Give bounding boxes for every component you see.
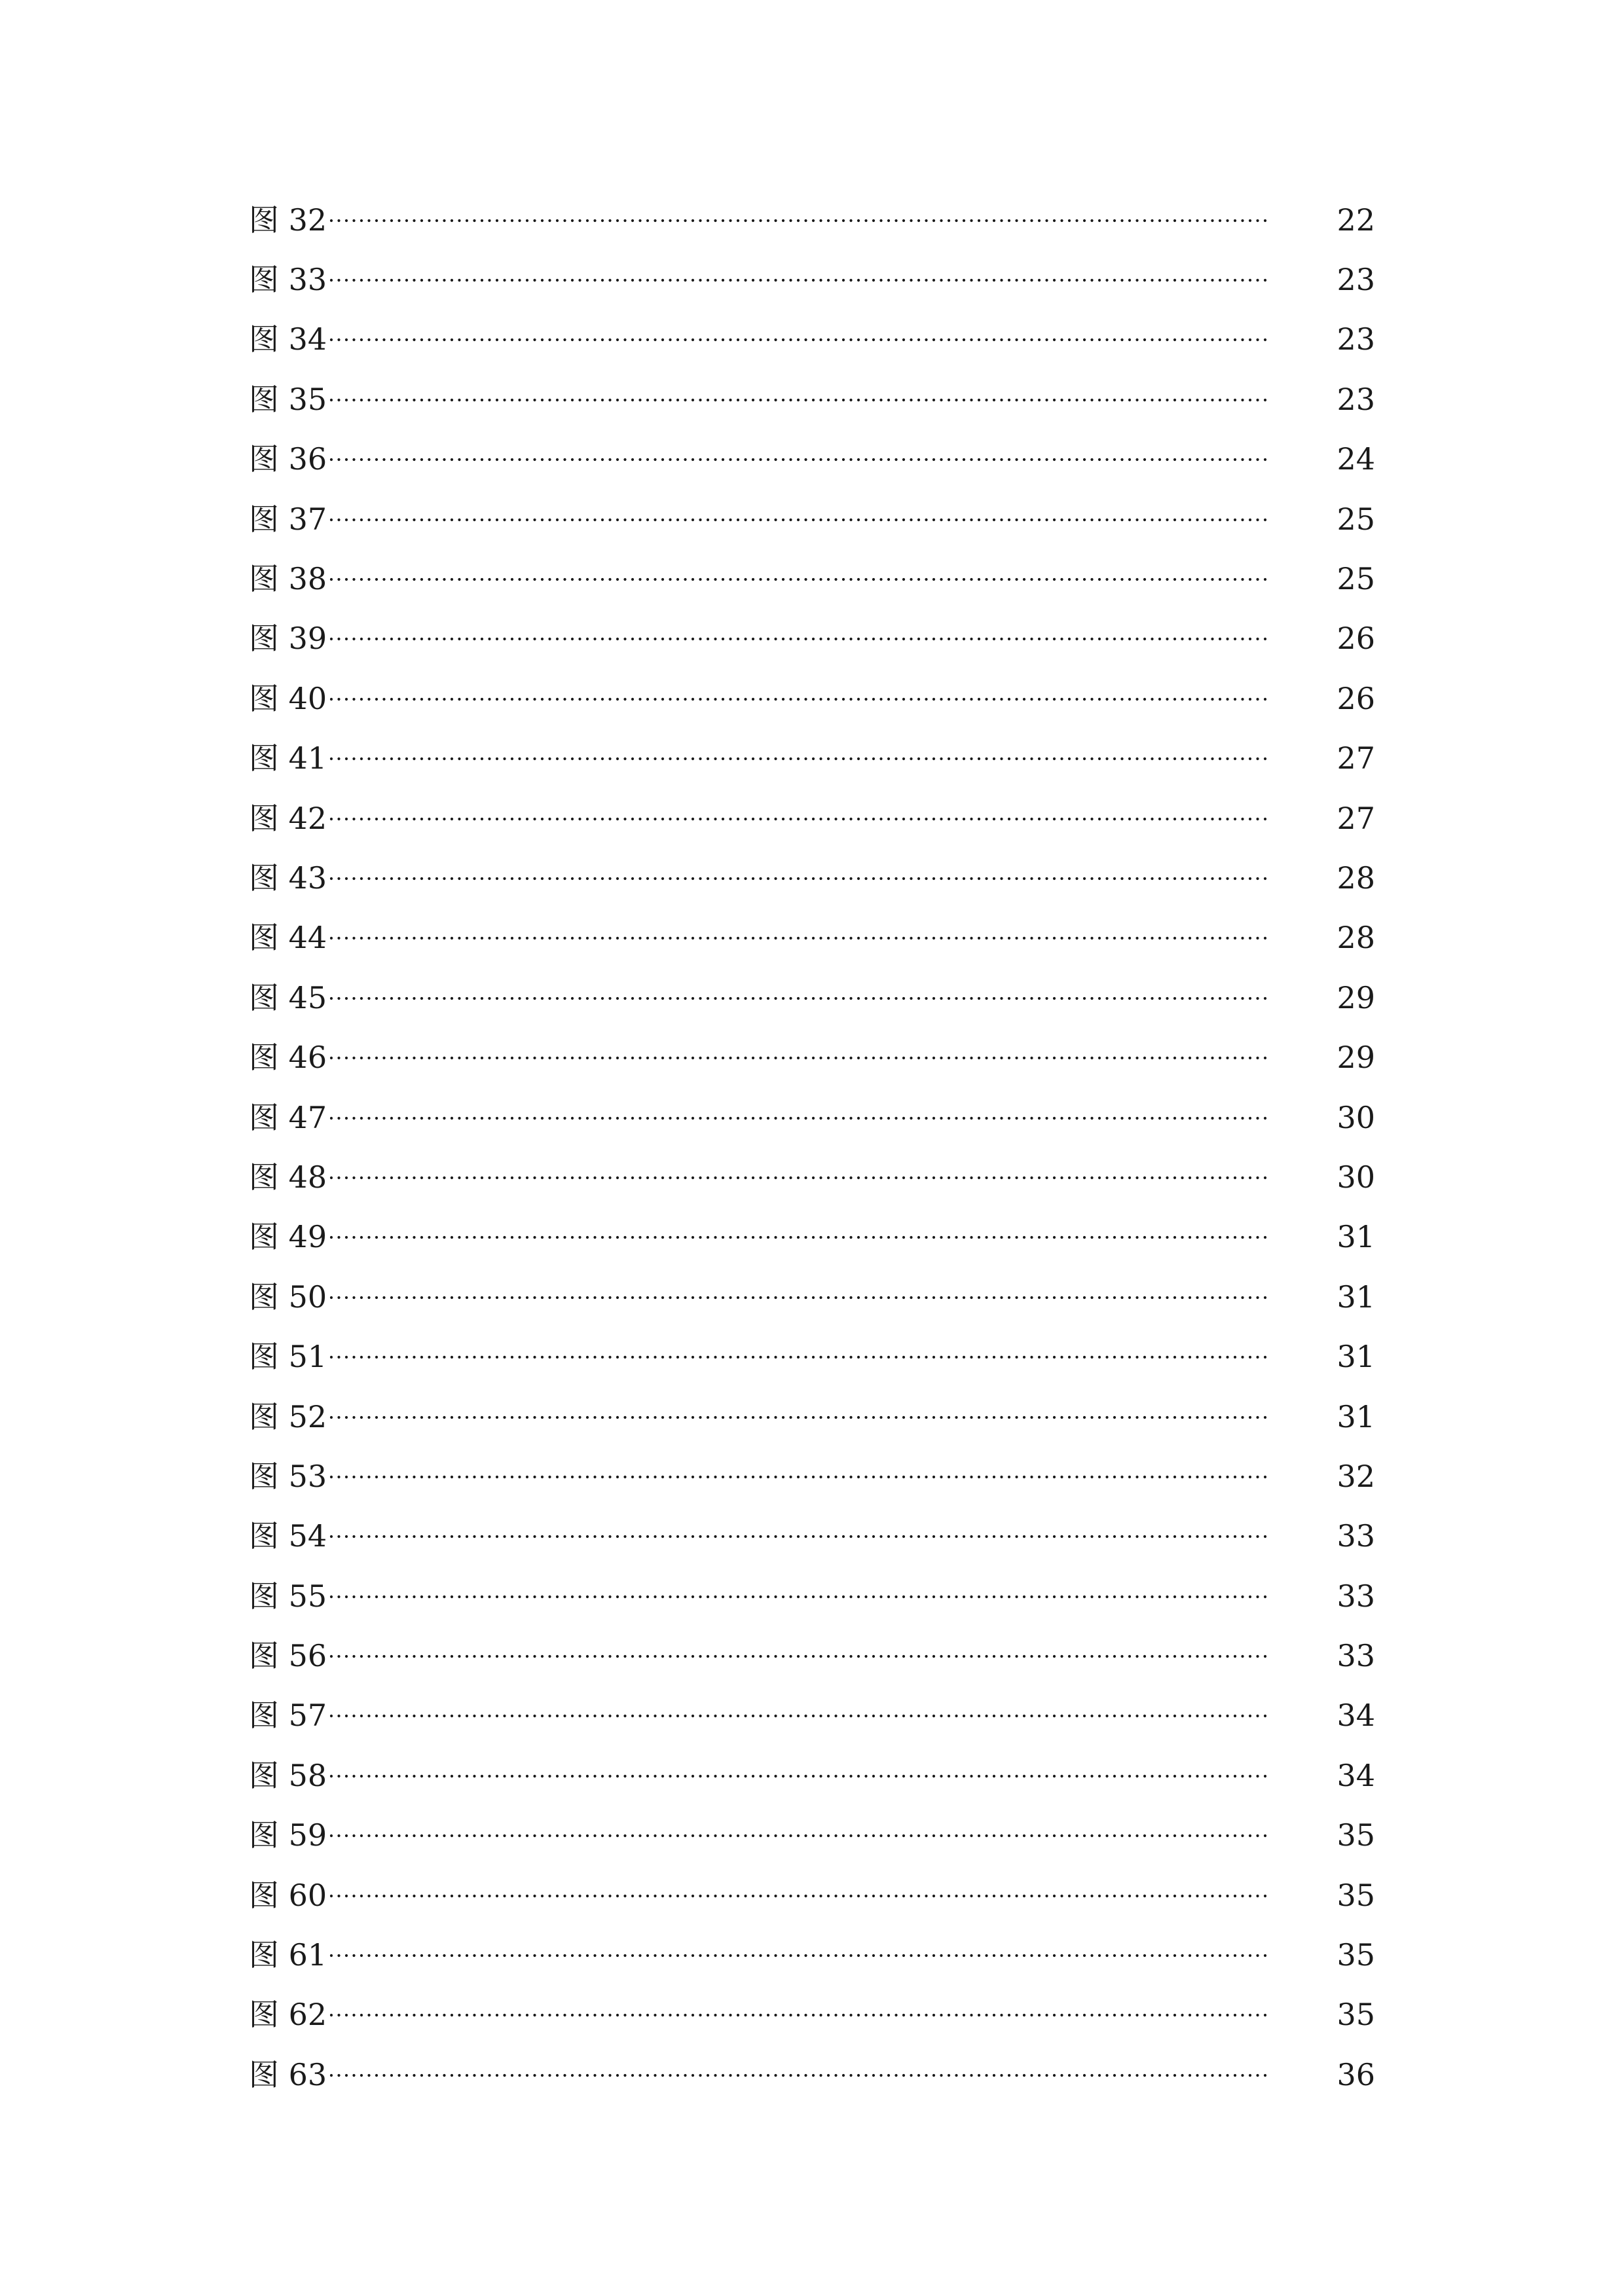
toc-entry[interactable] — [249, 1207, 1375, 1267]
dot-leader — [329, 1267, 1267, 1326]
dot-leader — [329, 369, 1267, 429]
page-number: 26 — [1337, 680, 1375, 716]
toc-entry[interactable] — [249, 1806, 1375, 1865]
toc-entry[interactable] — [249, 249, 1375, 309]
toc-entry[interactable] — [249, 549, 1375, 608]
toc-entry[interactable] — [249, 968, 1375, 1027]
figure-label: 图 51 — [249, 1339, 327, 1375]
dot-leader — [329, 190, 1267, 249]
toc-entry[interactable] — [249, 908, 1375, 968]
page-number: 23 — [1337, 381, 1375, 417]
page-number: 28 — [1337, 860, 1375, 896]
page-number: 31 — [1337, 1279, 1375, 1315]
dot-leader — [329, 668, 1267, 728]
figure-label: 图 47 — [249, 1099, 327, 1135]
dot-leader-line — [329, 214, 1267, 227]
figure-label: 图 33 — [249, 262, 327, 298]
page-number: 34 — [1337, 1698, 1375, 1734]
figure-label: 图 58 — [249, 1757, 327, 1793]
page-number: 27 — [1337, 800, 1375, 836]
figure-label: 图 44 — [249, 920, 327, 956]
toc-entry[interactable] — [249, 1446, 1375, 1506]
toc-entry[interactable] — [249, 1087, 1375, 1147]
dot-leader — [329, 1207, 1267, 1267]
page-number: 26 — [1337, 621, 1375, 657]
toc-entry[interactable] — [249, 729, 1375, 788]
toc-entry[interactable] — [249, 788, 1375, 848]
dot-leader — [329, 968, 1267, 1027]
figure-label: 图 52 — [249, 1398, 327, 1434]
dot-leader-line — [329, 1351, 1267, 1364]
dot-leader-line — [329, 573, 1267, 586]
dot-leader-line — [329, 632, 1267, 646]
page-number: 31 — [1337, 1339, 1375, 1375]
dot-leader — [329, 609, 1267, 668]
toc-entry[interactable] — [249, 1267, 1375, 1326]
figure-label: 图 61 — [249, 1937, 327, 1973]
dot-leader — [329, 310, 1267, 369]
dot-leader-line — [329, 1231, 1267, 1244]
figure-label: 图 50 — [249, 1279, 327, 1315]
dot-leader-line — [329, 1590, 1267, 1603]
toc-entry[interactable] — [249, 1686, 1375, 1745]
page-number: 33 — [1337, 1518, 1375, 1554]
dot-leader — [329, 1985, 1267, 2045]
dot-leader-line — [329, 1829, 1267, 1842]
dot-leader — [329, 1027, 1267, 1087]
dot-leader-line — [329, 513, 1267, 526]
dot-leader-line — [329, 1291, 1267, 1304]
dot-leader — [329, 249, 1267, 309]
dot-leader — [329, 1925, 1267, 1984]
dot-leader — [329, 549, 1267, 608]
figure-label: 图 38 — [249, 561, 327, 597]
toc-entry[interactable] — [249, 848, 1375, 907]
dot-leader-line — [329, 1411, 1267, 1424]
figure-label: 图 45 — [249, 979, 327, 1015]
dot-leader-line — [329, 1650, 1267, 1663]
toc-entry[interactable] — [249, 1147, 1375, 1207]
dot-leader-line — [329, 393, 1267, 407]
toc-entry[interactable] — [249, 429, 1375, 489]
page-number: 25 — [1337, 501, 1375, 537]
toc-entry[interactable] — [249, 1985, 1375, 2045]
dot-leader-line — [329, 1051, 1267, 1065]
page-number: 28 — [1337, 920, 1375, 956]
figure-label: 图 43 — [249, 860, 327, 896]
dot-leader-line — [329, 2069, 1267, 2082]
figure-label: 图 54 — [249, 1518, 327, 1554]
page-number: 27 — [1337, 740, 1375, 776]
figure-label: 图 35 — [249, 381, 327, 417]
toc-entry[interactable] — [249, 1326, 1375, 1386]
figure-label: 图 42 — [249, 800, 327, 836]
dot-leader — [329, 848, 1267, 907]
dot-leader-line — [329, 1889, 1267, 1903]
toc-entry[interactable] — [249, 1566, 1375, 1626]
page-number: 23 — [1337, 321, 1375, 357]
dot-leader-line — [329, 1112, 1267, 1125]
toc-entry[interactable] — [249, 489, 1375, 549]
toc-entry[interactable] — [249, 1387, 1375, 1446]
dot-leader — [329, 1326, 1267, 1386]
toc-entry[interactable] — [249, 1925, 1375, 1984]
page-number: 32 — [1337, 1458, 1375, 1494]
page-number: 36 — [1337, 2056, 1375, 2092]
dot-leader — [329, 788, 1267, 848]
figure-label: 图 59 — [249, 1817, 327, 1853]
figure-label: 图 32 — [249, 202, 327, 238]
page-number: 29 — [1337, 1040, 1375, 1076]
dot-leader-line — [329, 333, 1267, 346]
page-number: 33 — [1337, 1638, 1375, 1674]
dot-leader — [329, 1087, 1267, 1147]
toc-entry[interactable] — [249, 1027, 1375, 1087]
dot-leader — [329, 1446, 1267, 1506]
dot-leader-line — [329, 1470, 1267, 1484]
figure-label: 图 41 — [249, 740, 327, 776]
figure-label: 图 49 — [249, 1219, 327, 1255]
figure-label: 图 57 — [249, 1698, 327, 1734]
dot-leader-line — [329, 992, 1267, 1005]
dot-leader — [329, 908, 1267, 968]
figure-label: 图 39 — [249, 621, 327, 657]
dot-leader — [329, 1865, 1267, 1925]
page-number: 34 — [1337, 1757, 1375, 1793]
dot-leader-line — [329, 752, 1267, 765]
dot-leader-line — [329, 1709, 1267, 1722]
dot-leader-line — [329, 1530, 1267, 1543]
dot-leader — [329, 1806, 1267, 1865]
dot-leader-line — [329, 872, 1267, 885]
page-number: 35 — [1337, 1937, 1375, 1973]
page-number: 31 — [1337, 1398, 1375, 1434]
dot-leader-line — [329, 693, 1267, 706]
figure-label: 图 56 — [249, 1638, 327, 1674]
dot-leader — [329, 1506, 1267, 1566]
dot-leader-line — [329, 274, 1267, 287]
page-number: 30 — [1337, 1099, 1375, 1135]
toc-entry[interactable] — [249, 1626, 1375, 1685]
figure-label: 图 63 — [249, 2056, 327, 2092]
dot-leader — [329, 1147, 1267, 1207]
dot-leader-line — [329, 453, 1267, 466]
page-number: 30 — [1337, 1159, 1375, 1195]
page-number: 31 — [1337, 1219, 1375, 1255]
figure-label: 图 55 — [249, 1578, 327, 1614]
page-number: 33 — [1337, 1578, 1375, 1614]
toc-entry[interactable] — [249, 1865, 1375, 1925]
page-number: 24 — [1337, 441, 1375, 477]
figure-label: 图 53 — [249, 1458, 327, 1494]
page-number: 35 — [1337, 1817, 1375, 1853]
toc-entry[interactable] — [249, 310, 1375, 369]
dot-leader — [329, 429, 1267, 489]
toc-entry[interactable] — [249, 369, 1375, 429]
dot-leader — [329, 1387, 1267, 1446]
figure-label: 图 37 — [249, 501, 327, 537]
toc-entry[interactable] — [249, 1506, 1375, 1566]
figure-label: 图 62 — [249, 1997, 327, 2033]
dot-leader-line — [329, 1949, 1267, 1962]
figure-list — [249, 190, 1375, 2105]
dot-leader — [329, 2045, 1267, 2104]
dot-leader — [329, 1686, 1267, 1745]
dot-leader — [329, 489, 1267, 549]
figure-label: 图 46 — [249, 1040, 327, 1076]
dot-leader-line — [329, 2009, 1267, 2022]
toc-entry[interactable] — [249, 1745, 1375, 1805]
dot-leader-line — [329, 932, 1267, 945]
page-number: 23 — [1337, 262, 1375, 298]
figure-label: 图 60 — [249, 1877, 327, 1913]
figure-label: 图 36 — [249, 441, 327, 477]
dot-leader — [329, 1626, 1267, 1685]
dot-leader — [329, 1566, 1267, 1626]
dot-leader-line — [329, 812, 1267, 826]
page-number: 35 — [1337, 1877, 1375, 1913]
toc-entry[interactable] — [249, 668, 1375, 728]
figure-label: 图 40 — [249, 680, 327, 716]
dot-leader — [329, 1745, 1267, 1805]
toc-entry[interactable] — [249, 2045, 1375, 2104]
dot-leader — [329, 729, 1267, 788]
page-number: 29 — [1337, 979, 1375, 1015]
toc-entry[interactable] — [249, 190, 1375, 249]
dot-leader-line — [329, 1171, 1267, 1184]
toc-entry[interactable] — [249, 609, 1375, 668]
figure-label: 图 34 — [249, 321, 327, 357]
dot-leader-line — [329, 1770, 1267, 1783]
page-number: 25 — [1337, 561, 1375, 597]
page-number: 22 — [1337, 202, 1375, 238]
page-number: 35 — [1337, 1997, 1375, 2033]
figure-label: 图 48 — [249, 1159, 327, 1195]
